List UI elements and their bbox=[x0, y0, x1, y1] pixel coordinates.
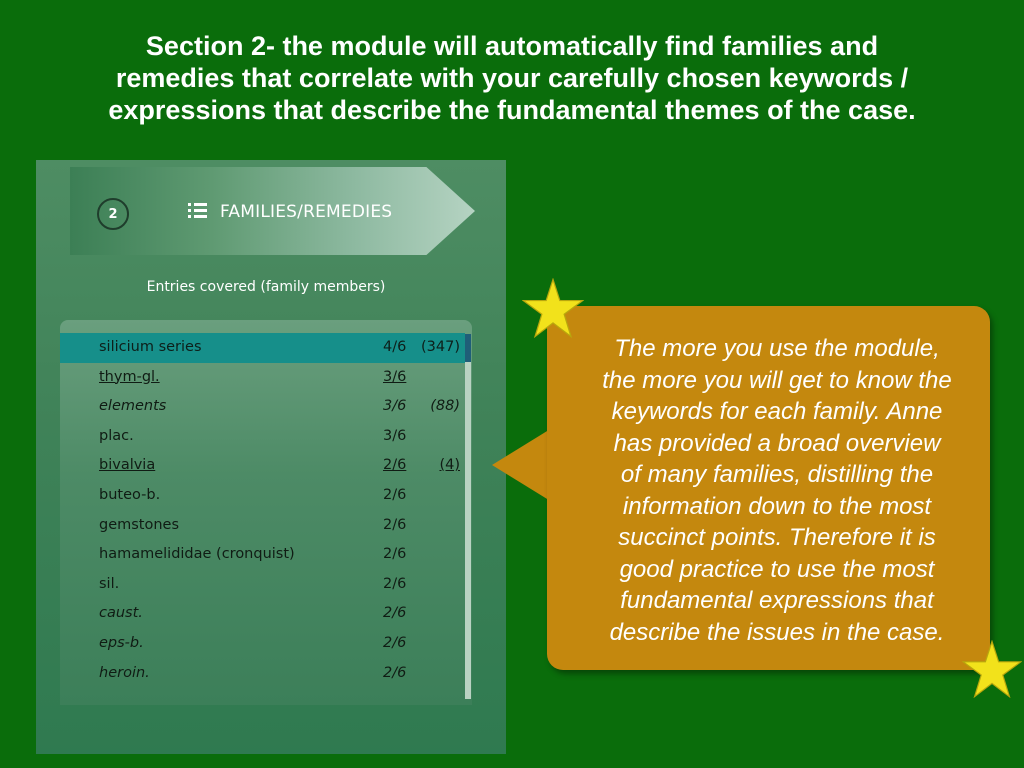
callout-line: the more you will get to know the bbox=[602, 366, 952, 394]
entry-name: sil. bbox=[99, 575, 120, 592]
entry-name: hamamelididae (cronquist) bbox=[99, 546, 295, 563]
heading-line-2: remedies that correlate with your carefully chosen keywords / bbox=[115, 63, 909, 93]
heading-line-3: expressions that describe the fundamental themes of the case. bbox=[108, 95, 916, 125]
callout-line: good practice to use the most bbox=[619, 555, 935, 583]
entry-score: 2/6 bbox=[383, 487, 407, 503]
list-item[interactable] bbox=[60, 333, 465, 363]
family-member-count[interactable]: (4) bbox=[439, 457, 460, 474]
list-item[interactable] bbox=[60, 451, 465, 481]
entry-name: elements bbox=[99, 398, 167, 415]
star-icon bbox=[962, 640, 1022, 698]
callout-line: information down to the most bbox=[622, 492, 932, 520]
callout-line: of many families, distilling the bbox=[620, 461, 934, 488]
slide-heading bbox=[0, 30, 1024, 126]
callout-line: describe the issues in the case. bbox=[609, 618, 945, 646]
family-member-count: (88) bbox=[430, 398, 460, 415]
entry-name[interactable]: bivalvia bbox=[99, 457, 156, 474]
heading-line-1: Section 2- the module will automatically find families and bbox=[145, 31, 879, 61]
entry-name[interactable]: thym-gl. bbox=[99, 368, 160, 385]
list-item[interactable] bbox=[60, 570, 465, 600]
entry-score: 4/6 bbox=[383, 339, 407, 355]
section-title[interactable]: FAMILIES/REMEDIES bbox=[220, 202, 393, 222]
entry-score: 2/6 bbox=[383, 635, 407, 651]
entry-name: gemstones bbox=[99, 516, 180, 533]
entries-covered-label: Entries covered (family members) bbox=[146, 279, 386, 295]
list-item[interactable] bbox=[60, 629, 465, 659]
list-item[interactable] bbox=[60, 659, 465, 689]
entry-score: 2/6 bbox=[383, 575, 407, 592]
entry-name: caust. bbox=[99, 605, 143, 622]
entry-score: 2/6 bbox=[383, 664, 407, 681]
scrollbar-track[interactable] bbox=[465, 334, 471, 699]
callout-line: succinct points. Therefore it is bbox=[618, 524, 936, 551]
list-icon bbox=[188, 203, 208, 219]
entry-score: 2/6 bbox=[383, 516, 407, 533]
step-number-badge: 2 bbox=[97, 198, 129, 230]
list-item[interactable] bbox=[60, 481, 465, 511]
list-item[interactable] bbox=[60, 392, 465, 422]
list-item[interactable] bbox=[60, 422, 465, 452]
entry-score: 2/6 bbox=[383, 457, 407, 474]
entry-score: 2/6 bbox=[383, 546, 407, 563]
callout-text bbox=[562, 333, 992, 648]
entry-name: heroin. bbox=[99, 664, 150, 681]
entry-name: plac. bbox=[99, 427, 134, 444]
star-icon bbox=[522, 278, 584, 338]
entry-score: 2/6 bbox=[383, 605, 407, 622]
scrollbar-thumb[interactable] bbox=[465, 334, 471, 362]
list-item[interactable] bbox=[60, 599, 465, 629]
entry-name: eps-b. bbox=[99, 635, 144, 651]
entry-score: 3/6 bbox=[383, 368, 407, 385]
entry-score: 3/6 bbox=[383, 427, 407, 444]
family-member-count: (347) bbox=[421, 339, 460, 355]
entry-name: silicium series bbox=[99, 339, 202, 355]
callout-line: has provided a broad overview bbox=[613, 429, 941, 457]
callout-line: keywords for each family. Anne bbox=[611, 398, 943, 425]
callout-line: fundamental expressions that bbox=[620, 587, 934, 614]
list-item[interactable] bbox=[60, 363, 465, 393]
list-item[interactable] bbox=[60, 511, 465, 541]
list-item[interactable] bbox=[60, 540, 465, 570]
entry-name: buteo-b. bbox=[99, 487, 161, 503]
entry-score: 3/6 bbox=[383, 398, 407, 415]
callout-line: The more you use the module, bbox=[614, 335, 940, 362]
